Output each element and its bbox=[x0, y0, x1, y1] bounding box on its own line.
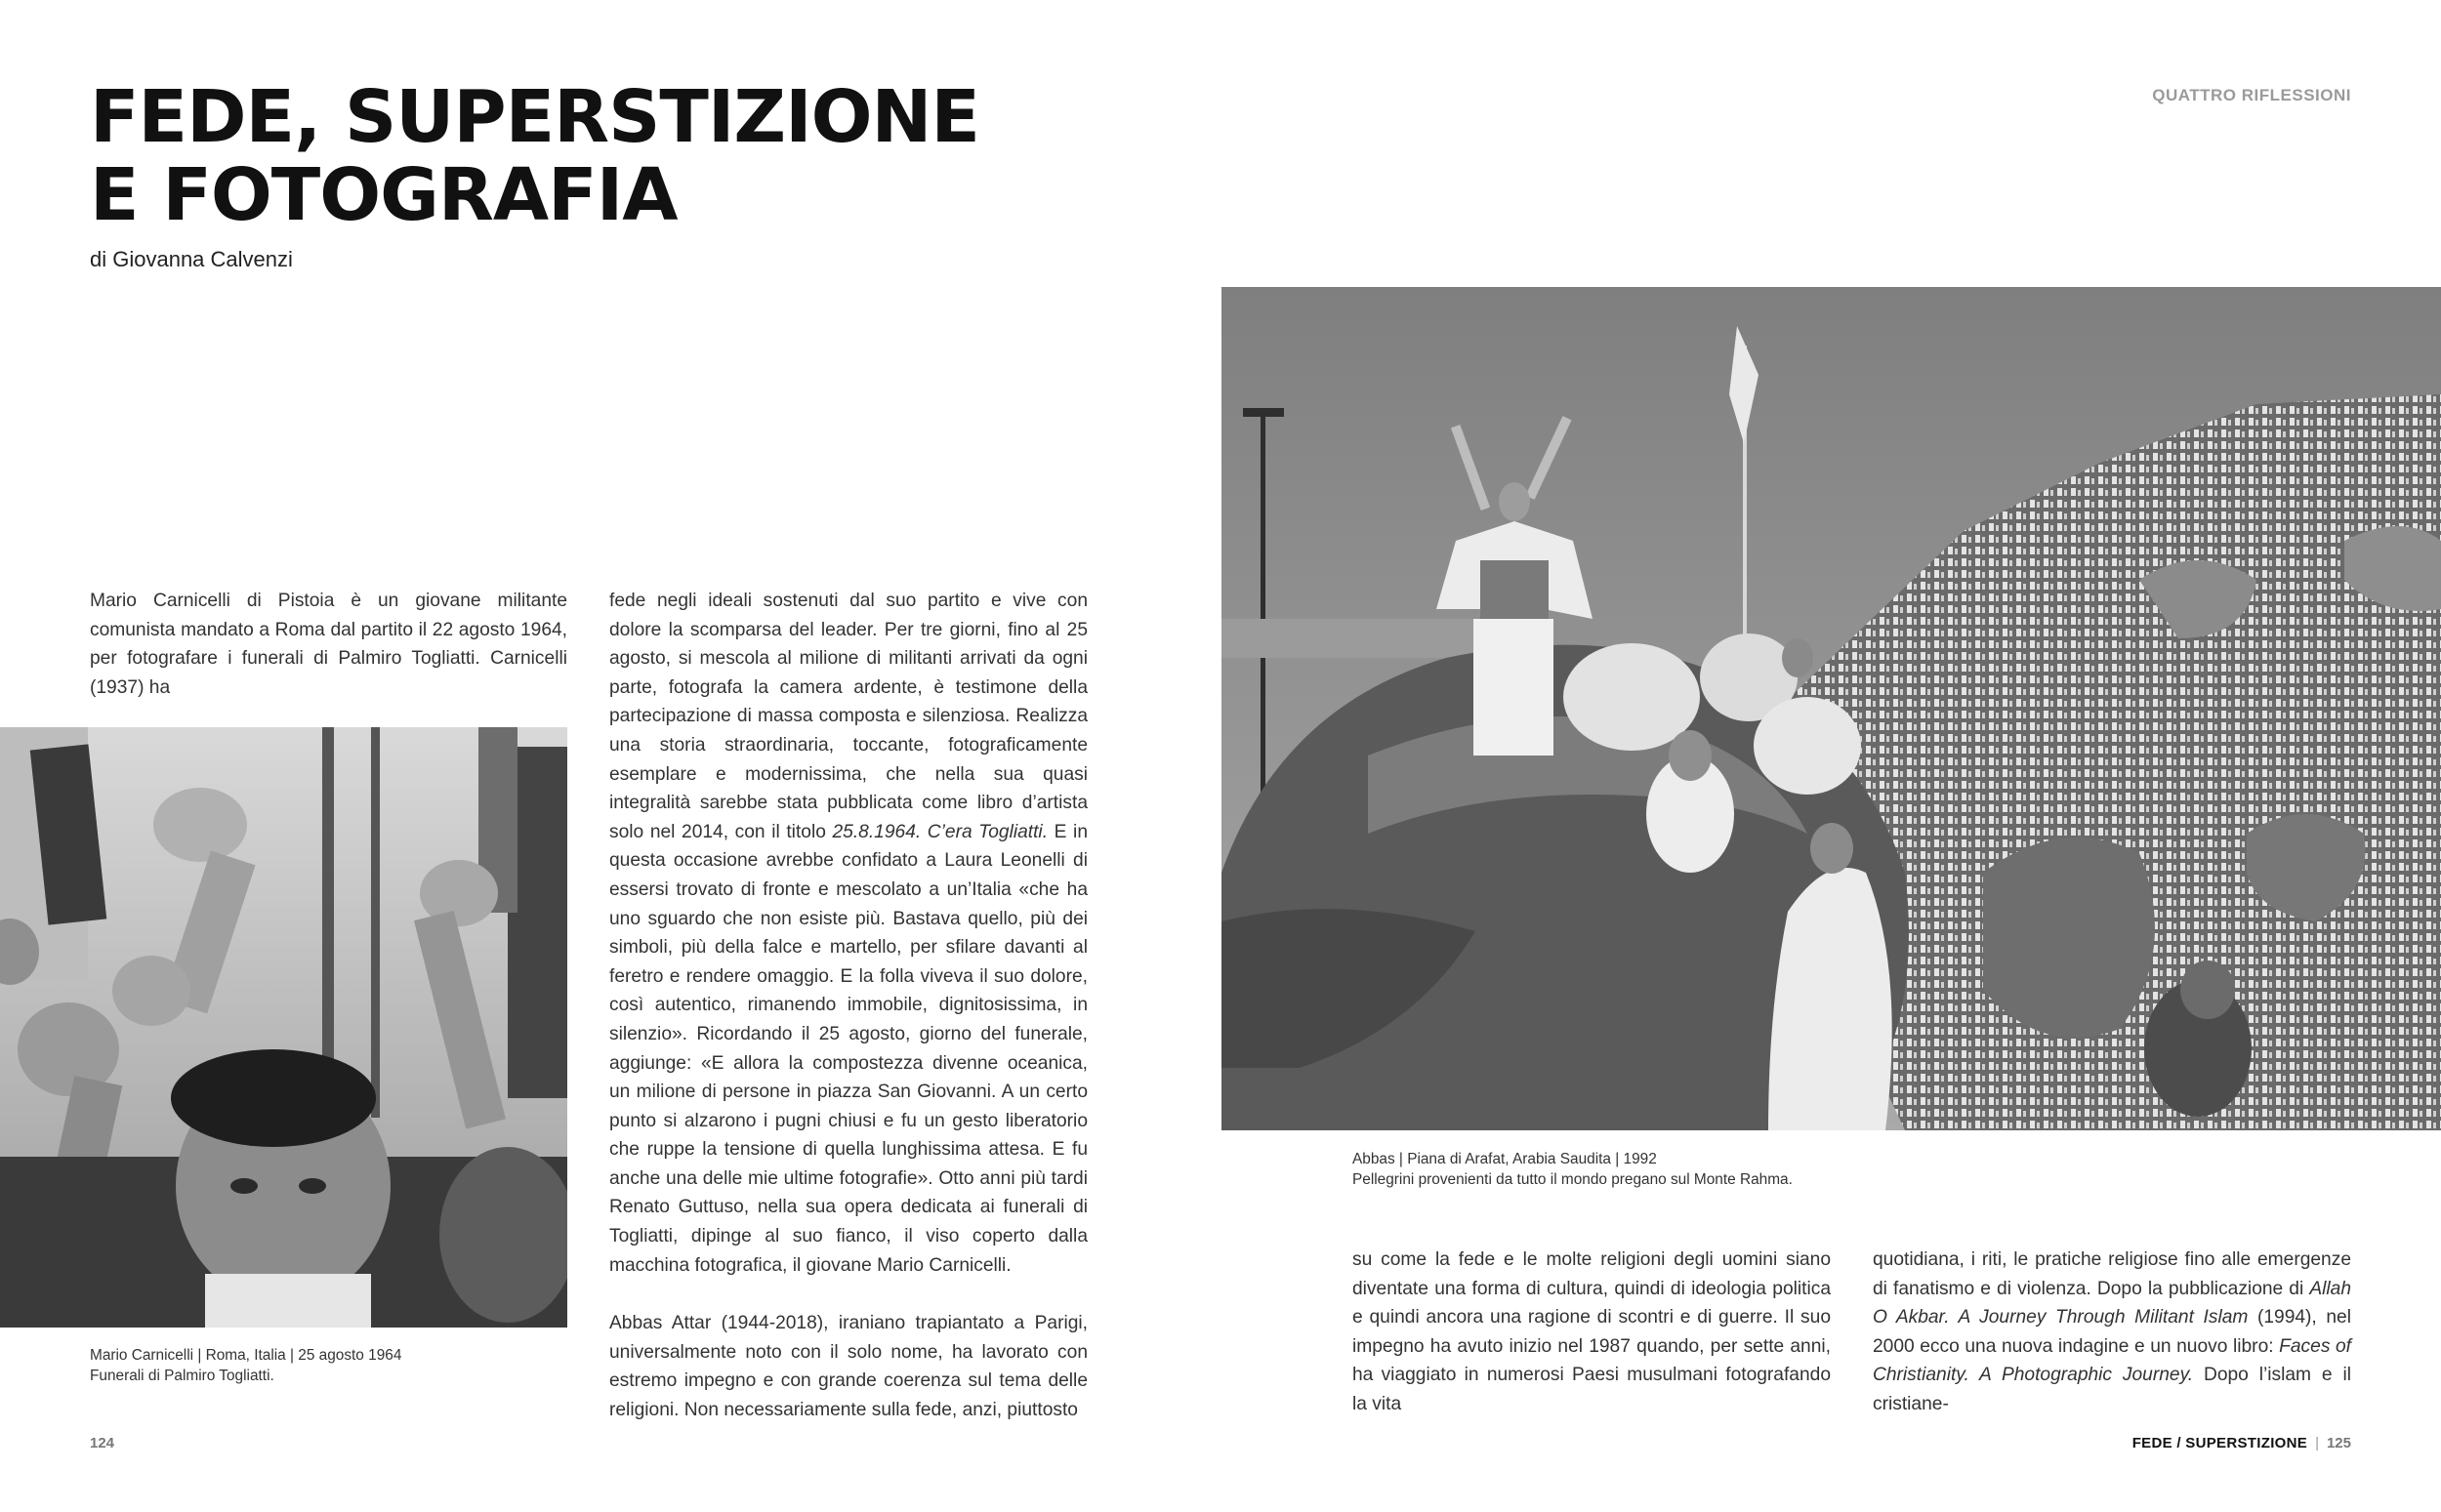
page-number-right: 125 bbox=[2326, 1435, 2351, 1451]
article-title bbox=[90, 75, 1066, 237]
book-title-carnicelli: 25.8.1964. C’era Togliatti. bbox=[832, 821, 1049, 842]
text-column-3 bbox=[1352, 1246, 1831, 1419]
caption-photo-funeral bbox=[90, 1345, 559, 1386]
text-column-4 bbox=[1873, 1246, 2351, 1419]
text-column-1 bbox=[90, 587, 567, 702]
caption-photo2-credit: Abbas | Piana di Arafat, Arabia Saudita | 1992 bbox=[1352, 1151, 1657, 1167]
col2-paragraph-1-text-a: fede negli ideali sostenuti dal suo partito e vive con dolore la scomparsa del leader. Per tre giorni, fino al 25 agosto, si mescola al milione di militanti arrivati da ogni parte, fotografa la camera ardente, è testimone della partecipazione di massa composta e silenziosa. Realizza una storia straordinaria, toccante, fotograficamente esemplare e modernissima, che nella sua quasi integralità sarebbe stata pubblicata come libro d’artista solo nel 2014, con il titolo bbox=[609, 591, 1088, 842]
caption-photo2-description: Pellegrini provenienti da tutto il mondo pregano sul Monte Rahma. bbox=[1352, 1171, 1793, 1188]
caption-photo1-credit: Mario Carnicelli | Roma, Italia | 25 agosto 1964 bbox=[90, 1347, 402, 1364]
book-title-allah-o-akbar: Allah O Akbar. A Journey Through Militant Islam bbox=[1873, 1278, 2351, 1328]
col1-paragraph: Mario Carnicelli di Pistoia è un giovane militante comunista mandato a Roma dal partito il 22 agosto 1964, per fotografare i funerali di Palmiro Togliatti. Carnicelli (1937) ha bbox=[90, 591, 567, 698]
col2-paragraph-1-text-b: E in questa occasione avrebbe confidato a Laura Leonelli di essersi trovato di fronte e mescolato a un’Italia «che ha uno sguardo che non esiste più. Bastava quello, più dei simboli, più della falce e martello, per sfilare davanti al feretro e rendere omaggio. E la folla viveva il suo dolore, così autentico, rimanendo immobile, dignitosissima, in silenzio». Ricordando il 25 agosto, giorno del funerale, aggiunge: «E allora la compostezza divenne oceanica, un milione di persone in piazza San Giovanni. A un certo punto si alzarono i pugni chiusi e fu un gesto liberatorio che ruppe la tensione di quella lunghissima attesa. E fu anche una delle mie ultime fotografie». Otto anni più tardi Renato Guttuso, nella sua opera dedicata ai funerali di Togliatti, dipinge al suo fianco, il viso coperto dalla macchina fotografica, il giovane Mario Carnicelli. bbox=[609, 821, 1088, 1276]
book-title-faces-of-christianity: Faces of Christianity. A Photographic Journey. bbox=[1873, 1335, 2351, 1386]
section-label: QUATTRO RIFLESSIONI bbox=[2152, 86, 2351, 104]
photo-funeral-fists bbox=[0, 727, 567, 1328]
col2-paragraph-2: Abbas Attar (1944-2018), iraniano trapiantato a Parigi, universalmente noto con il solo nome, ha lavorato con estremo impegno e con grande coerenza sul tema delle religioni. Non necessariamente sulla fede, anzi, piuttosto bbox=[609, 1313, 1088, 1421]
photo-funeral-fists-image bbox=[0, 727, 567, 1328]
author-byline: di Giovanna Calvenzi bbox=[90, 247, 293, 271]
running-footer-right bbox=[2132, 1435, 2351, 1451]
col3-paragraph: su come la fede e le molte religioni degli uomini siano diventate una forma di cultura, quindi di ideologia politica e quindi ancora una ragione di scontri e di guerre. Il suo impegno ha avuto inizio nel 1987 quando, per sette anni, ha viaggiato in numerosi Paesi musulmani fotografando la vita bbox=[1352, 1249, 1831, 1414]
photo-mount-rahma-pilgrims bbox=[1221, 287, 2441, 1130]
page-number-left: 124 bbox=[90, 1435, 115, 1451]
footer-section-title: FEDE / SUPERSTIZIONE bbox=[2131, 1435, 2308, 1451]
title-line-1: FEDE, SUPERSTIZIONE bbox=[90, 75, 979, 159]
col2-paragraph-1 bbox=[609, 587, 1088, 1280]
footer-separator: | bbox=[2315, 1435, 2319, 1451]
col4-text-b: (1994), nel 2000 ecco una nuova indagine e un nuovo libro: bbox=[1873, 1307, 2351, 1357]
col4-paragraph bbox=[1873, 1246, 2351, 1419]
title-line-2: E FOTOGRAFIA bbox=[90, 153, 678, 237]
caption-photo1-description: Funerali di Palmiro Togliatti. bbox=[90, 1368, 274, 1384]
col4-text-c: Dopo l’islam e il cristiane- bbox=[1873, 1365, 2351, 1414]
text-column-2 bbox=[609, 587, 1088, 1425]
col4-text-a: quotidiana, i riti, le pratiche religiose fino alle emergenze di fanatismo e di violenza. Dopo la pubblicazione di bbox=[1873, 1249, 2351, 1299]
photo-mount-rahma-pilgrims-image bbox=[1221, 287, 2441, 1130]
caption-photo-mount-rahma bbox=[1352, 1149, 2133, 1190]
